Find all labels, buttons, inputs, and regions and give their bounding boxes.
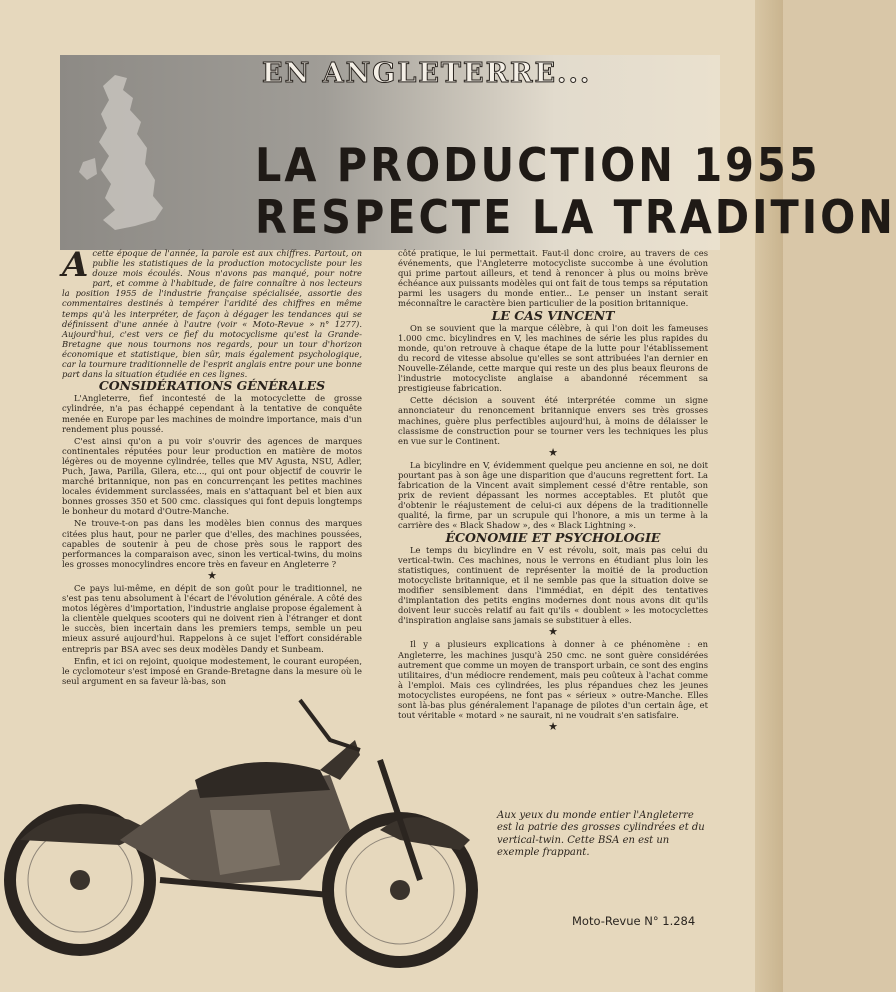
section-heading-economie: ÉCONOMIE ET PSYCHOLOGIE — [445, 529, 661, 545]
paragraph: L'Angleterre, fief incontesté de la motocyclette de grosse cylindrée, n'a pas échappé cependant à la tentative de conquête menée en Europe par les machines de moindre importance, mais d'un rendement plus poussé. — [62, 393, 362, 434]
star-separator: ★ — [548, 720, 558, 734]
paragraph: Cette décision a souvent été interprétée comme un signe annonciateur du renoncement britannique envers ses très grosses machines, guère plus perfectibles aujourd'hui, à moins de délaisser le classisme de construction pour se tourner vers les techniques les plus en vue sur le Continent. — [398, 395, 708, 446]
star-separator: ★ — [548, 445, 558, 459]
right-column — [398, 248, 708, 734]
headline-line-2: RESPECTE LA TRADITION — [255, 190, 896, 244]
paragraph: Le temps du bicylindre en V est révolu, soit, mais pas celui du vertical-twin. Ces machines, nous le verrons en étudiant plus loin les statistiques, continuent de représenter la moitié de la production motocycliste britannique, et il ne semble pas que la situation doive se modifier sensiblement dans l'immédiat, en dépit des tentatives d'implantation des petits engins modernes dont nous avons dit qu'ils doivent leur succès relatif au fait qu'ils « doublent » les motocyclettes d'inspiration anglaise sans jamais se substituer à elles. — [398, 544, 708, 626]
section-heading-generales: CONSIDÉRATIONS GÉNÉRALES — [98, 378, 326, 394]
star-separator: ★ — [207, 568, 217, 582]
headline-line-1: LA PRODUCTION 1955 — [255, 138, 821, 192]
paragraph: On se souvient que la marque célèbre, à qui l'on doit les fameuses 1.000 cmc. bicylindres en V, les machines de série les plus rapides du monde, qu'on retrouve à chaque étape de la lutte pour l'établissement du record de vitesse absolue qu'elles se sont attribuées l'an dernier en Nouvelle-Zélande, cette marque qui reste un des plus beaux fleurons de l'industrie motocycliste anglaise a abandonné récemment sa prestigieuse fabrication. — [398, 322, 708, 394]
photo-caption: Aux yeux du monde entier l'Angleterre est la patrie des grosses cylindrées et du vertical-twin. Cette BSA en est un exemple frappant. — [497, 810, 705, 859]
paragraph: Enfin, et ici on rejoint, quoique modestement, le courant européen, le cyclomoteur s'est imposé en Grande-Bretagne dans la mesure où le seul argument en sa faveur là-bas, son — [62, 655, 362, 686]
intro-paragraph — [62, 245, 362, 380]
star-separator: ★ — [548, 625, 558, 639]
paragraph: côté pratique, le lui permettait. Faut-il donc croire, au travers de ces événements, que l'Angleterre motocycliste succombe à une évolution qui prime partout ailleurs, et tend à renoncer à plus ou moins brève échéance aux puissants modèles qui ont fait de tous temps sa réputation parmi les usagers du monde entier... Le penser un instant serait méconnaître le caractère bien particulier de la position britannique. — [398, 248, 708, 309]
intro-text: cette époque de l'année, la parole est aux chiffres. Partout, on publie les statistiques de la production motocycliste pour les douze mois écoulés. Nous n'avons pas manqué, pour notre part, et comme à l'habitude, de faire connaître à nos lecteurs la position 1955 de l'industrie française spécialisée, assortie des commentaires destinés à tempérer l'aridité des chiffres en même temps qu'à les interpréter, de façon à dégager les tendances qui se définissent d'une année à l'autre (voir « Moto-Revue » n° 1277). Aujourd'hui, c'est vers ce fief du motocyclisme qu'est la Grande-Bretagne que nous tournons nos regards, pour un tour d'horizon économique et statistique, bien sûr, mais également psychologique, car la tournure traditionnelle de l'esprit anglais entre pour une bonne part dans la situation étudiée en ces lignes. — [62, 248, 362, 380]
uk-map-icon — [75, 70, 170, 240]
kicker-title: EN ANGLETERRE... — [262, 58, 592, 89]
page-footer: Moto-Revue N° 1.284 — [572, 914, 696, 928]
paragraph: Ne trouve-t-on pas dans les modèles bien connus des marques citées plus haut, pour ne parler que d'elles, des machines poussées, capables de soutenir à peu de chose près sous le rapport des performances la comparaison avec, sinon les vertical-twins, du moins les grosses monocylindres encore très en faveur en Angleterre ? — [62, 518, 362, 569]
section-heading-vincent: LE CAS VINCENT — [491, 307, 615, 323]
left-column — [62, 245, 362, 688]
paragraph: Il y a plusieurs explications à donner à ce phénomène : en Angleterre, les machines jusqu'à 250 cmc. ne sont guère considérées autrement que comme un moyen de transport urbain, ce sont des engins utilitaires, d'un médiocre rendement, mais peu coûteux à l'achat comme à l'emploi. Mais ces cylindrées, les plus répandues chez les jeunes motocyclistes européens, ne font pas « sérieux » outre-Manche. Elles sont là-bas plus généralement l'apanage de pilotes d'un certain âge, et tout véritable « motard » ne saurait, ni ne voudrait s'en satisfaire. — [398, 639, 708, 721]
paragraph: C'est ainsi qu'on a pu voir s'ouvrir des agences de marques continentales réputées pour leur production en matière de motos légères ou de moyenne cylindrée, telles que MV Agusta, NSU, Adler, Puch, Jawa, Parilla, Gilera, etc..., qui ont pour objectif de couvrir le marché britannique, non pas en concurrençant les petites machines locales évidemment surclassées, mais en s'attaquant bel et bien aux bonnes grosses 350 et 500 cmc. classiques qui font depuis longtemps le bonheur du motard d'Outre-Manche. — [62, 435, 362, 517]
paragraph: Ce pays lui-même, en dépit de son goût pour le traditionnel, ne s'est pas tenu absolument à l'écart de l'évolution générale. A côté des motos légères d'importation, l'industrie anglaise propose également à la clientèle quelques scooters qui ne doivent rien à l'étranger et dont le succès, bien incertain dans les premiers temps, semble un peu mieux assuré aujourd'hui. Rappelons à ce sujet l'effort considérable entrepris par BSA avec ses deux modèles Dandy et Sunbeam. — [62, 583, 362, 654]
paragraph: La bicylindre en V, évidemment quelque peu ancienne en soi, ne doit pourtant pas à son âge une disparition que d'aucuns regrettent fort. La fabrication de la Vincent avait simplement cessé d'être rentable, son prix de revient dépassant les normes acceptables. Et plutôt que d'obtenir le réajustement de celui-ci aux dépens de la traditionnelle qualité, la firme, par un scrupule qui l'honore, a mis un terme à la carrière des « Black Shadow », des « Black Lightning ». — [398, 459, 708, 531]
bsa-motorcycle-photo — [0, 680, 500, 992]
drop-cap: A — [62, 245, 89, 285]
